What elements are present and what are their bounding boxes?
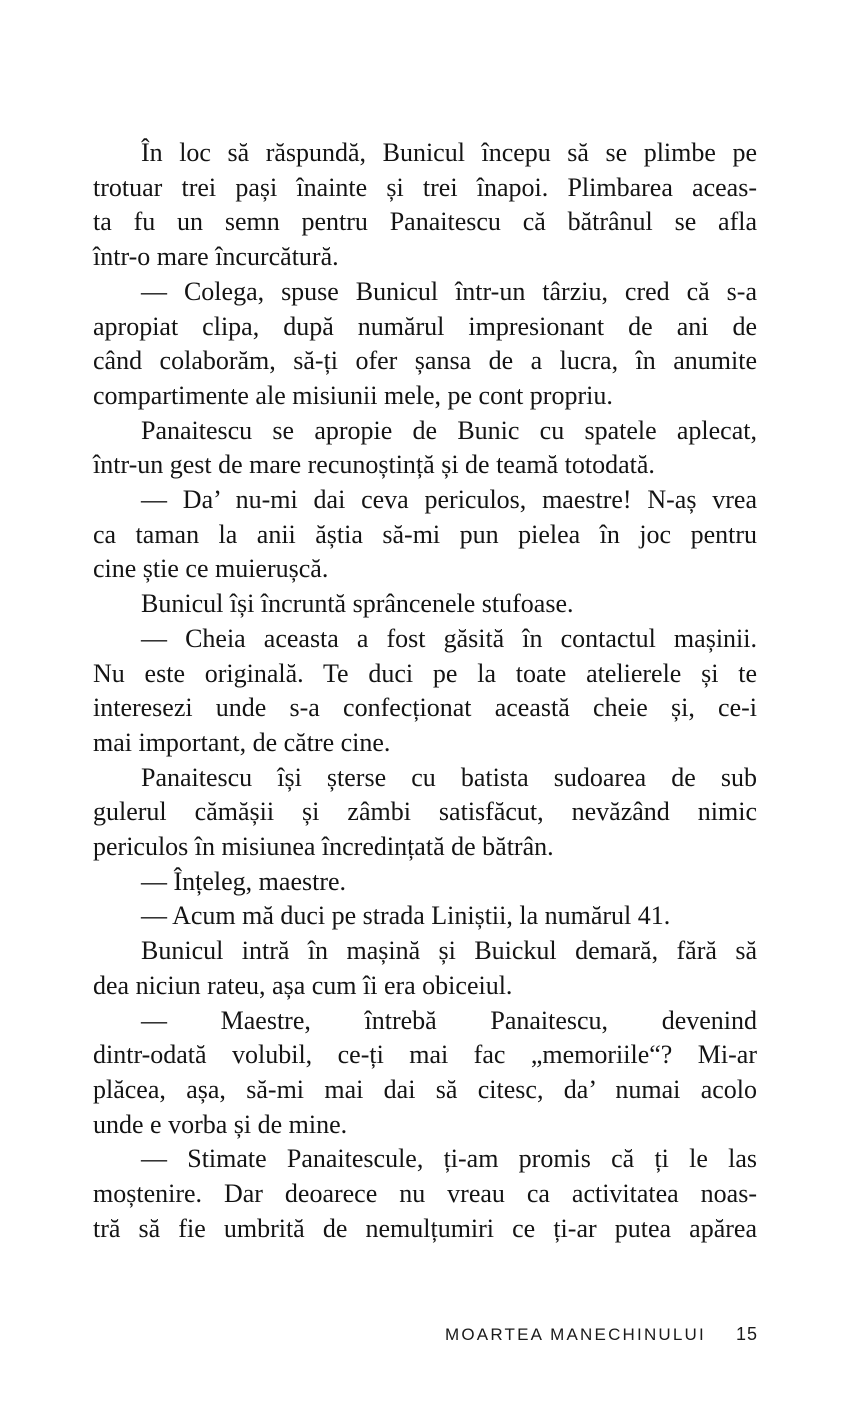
text-line: — Colega, spuse Bunicul într-un târziu, cred că s-a (141, 276, 757, 306)
text-line: apropiat clipa, după numărul impresionant de ani de (93, 311, 757, 341)
text-line: gulerul cămășii și zâmbi satisfăcut, nevăzând nimic (93, 797, 757, 827)
text-line: când colaborăm, să-ți ofer șansa de a lucra, în anumite (93, 346, 757, 376)
page-number: 15 (735, 1324, 758, 1344)
paragraph (93, 275, 757, 414)
text-line: — Stimate Panaitescule, ți-am promis că ți le las (141, 1144, 757, 1174)
paragraph (93, 1004, 757, 1143)
text-line: într-o mare încurcătură. (93, 242, 339, 272)
text-line: Panaitescu își șterse cu batista sudoarea de sub (141, 762, 757, 792)
text-line: periculos în misiunea încredințată de bătrân. (93, 832, 554, 862)
paragraph (93, 761, 757, 865)
text-line: Bunicul își încruntă sprâncenele stufoase. (141, 589, 574, 619)
paragraph (93, 899, 757, 934)
text-line: — Da’ nu-mi dai ceva periculos, maestre! N-aș vrea (141, 485, 757, 515)
text-line: dea niciun rateu, așa cum îi era obiceiul. (93, 970, 513, 1000)
text-line: ta fu un semn pentru Panaitescu că bătrânul se afla (93, 207, 757, 237)
page-footer (445, 1324, 758, 1345)
text-line: unde e vorba și de mine. (93, 1109, 348, 1139)
text-line: moștenire. Dar deoarece nu vreau ca activitatea noas- (93, 1179, 757, 1209)
text-line: În loc să răspundă, Bunicul începu să se plimbe pe (141, 138, 757, 167)
text-line: — Maestre, întrebă Panaitescu, devenind (141, 1005, 757, 1035)
paragraph (93, 483, 757, 587)
text-line: — Acum mă duci pe strada Liniștii, la numărul 41. (141, 901, 671, 931)
text-line: tră să fie umbrită de nemulțumiri ce ți-ar putea apărea (93, 1213, 757, 1243)
text-line: — Cheia aceasta a fost găsită în contactul mașinii. (141, 623, 757, 653)
paragraph (93, 587, 757, 622)
text-line: ca taman la anii ăștia să-mi pun pielea în joc pentru (93, 519, 757, 549)
text-line: Nu este originală. Te duci pe la toate atelierele și te (93, 658, 757, 688)
text-line: plăcea, așa, să-mi mai dai să citesc, da’ numai acolo (93, 1074, 757, 1104)
paragraph (93, 865, 757, 900)
text-line: interesezi unde s-a confecționat această cheie și, ce-i (93, 693, 757, 723)
text-line: — Înțeleg, maestre. (141, 866, 347, 896)
text-line: într-un gest de mare recunoștință și de teamă totodată. (93, 450, 655, 480)
paragraph (93, 1142, 757, 1246)
text-line: trotuar trei pași înainte și trei înapoi. Plimbarea aceas- (93, 172, 757, 202)
text-line: dintr-odată volubil, ce-ți mai fac „memoriile“? Mi-ar (93, 1040, 757, 1070)
text-line: Bunicul intră în mașină și Buickul demară, fără să (141, 936, 757, 966)
text-line: cine știe ce muierușcă. (93, 554, 329, 584)
text-line: mai important, de către cine. (93, 727, 391, 757)
paragraph (93, 622, 757, 761)
text-line: compartimente ale misiunii mele, pe cont propriu. (93, 380, 613, 410)
page-text-block (93, 136, 757, 1247)
paragraph (93, 414, 757, 483)
text-line: Panaitescu se apropie de Bunic cu spatele aplecat, (141, 415, 757, 445)
paragraph (93, 934, 757, 1003)
running-title: MOARTEA MANECHINULUI (445, 1325, 706, 1344)
paragraph (93, 136, 757, 275)
